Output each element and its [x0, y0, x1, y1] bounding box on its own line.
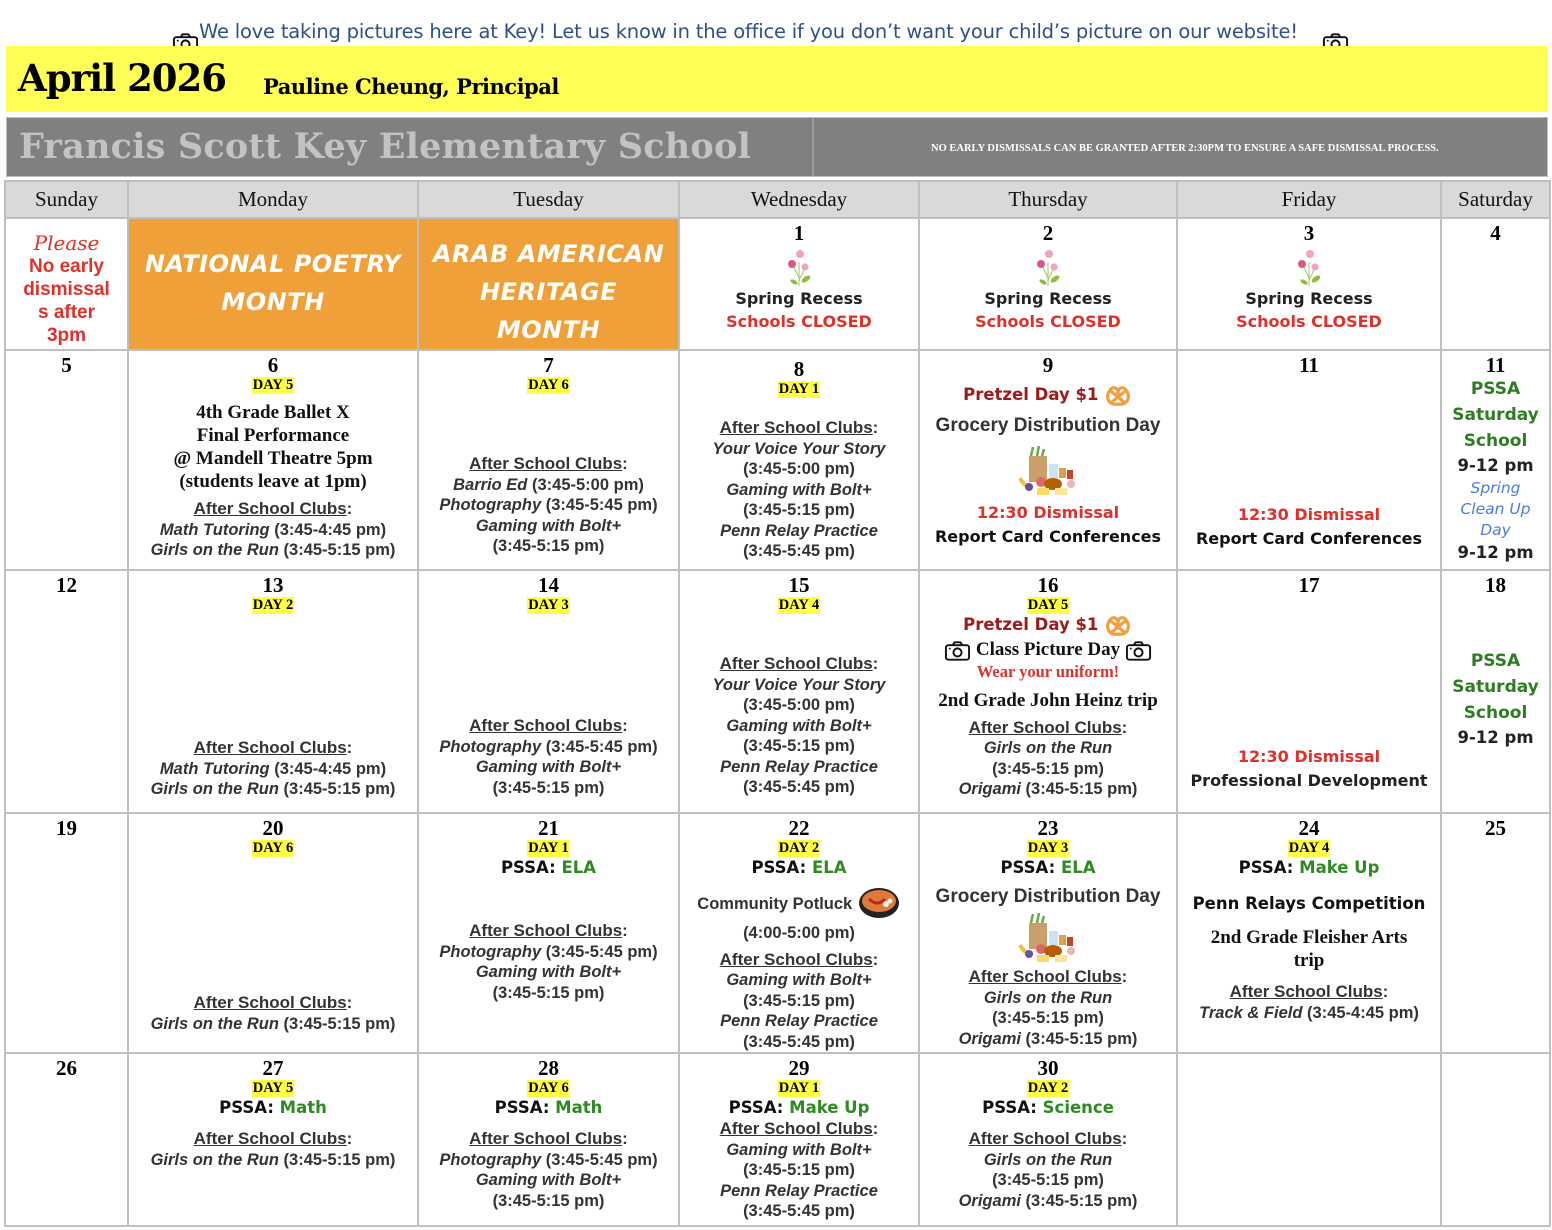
field-trip-label: 2nd Grade Fleisher Arts	[1210, 927, 1408, 948]
day-cell-12	[5, 570, 128, 813]
club-time: (3:45-5:00 pm)	[743, 696, 855, 714]
pretzel-icon	[1103, 384, 1133, 408]
after-school-clubs-heading: After School Clubs:	[719, 1119, 879, 1138]
day-cell-19	[5, 813, 128, 1053]
club-time: (3:45-5:00 pm)	[743, 460, 855, 478]
rotation-day-tag: DAY 2	[252, 597, 294, 613]
day-cell-11	[1441, 350, 1550, 570]
report-card-label: Report Card Conferences	[934, 527, 1162, 546]
field-trip-label: 2nd Grade John Heinz trip	[938, 689, 1158, 711]
pssa-subject: PSSA: Science	[982, 1098, 1114, 1117]
club-item: Gaming with Bolt+	[475, 758, 622, 776]
day-number: 4	[1490, 221, 1501, 245]
day-number: 21	[538, 816, 559, 840]
camera-icon	[1125, 640, 1152, 662]
day-number: 14	[538, 573, 559, 597]
weekday-tuesday: Tuesday	[418, 181, 679, 218]
club-item: Girls on the Run	[983, 988, 1113, 1007]
club-item: Your Voice Your Story	[712, 675, 886, 694]
weekday-wednesday: Wednesday	[679, 181, 919, 218]
club-item: Penn Relay Practice	[720, 1181, 878, 1200]
day-number: 25	[1485, 816, 1506, 840]
club-time: (3:45-5:15 pm)	[492, 1191, 605, 1210]
day-cell-30	[919, 1053, 1177, 1226]
rotation-day-tag: DAY 5	[252, 1080, 294, 1096]
day-cell-28	[418, 1053, 679, 1226]
club-item: Your Voice Your Story	[712, 439, 886, 458]
rotation-day-tag: DAY 4	[1288, 840, 1330, 856]
after-school-clubs-heading: After School Clubs:	[193, 499, 353, 518]
day-cell-22	[679, 813, 919, 1053]
day-cell-2	[919, 218, 1177, 350]
flower-icon	[1031, 246, 1065, 288]
early-dismissal-label: 12:30 Dismissal	[976, 503, 1120, 522]
club-time: (3:45-5:15 pm)	[743, 991, 855, 1010]
day-cell-10	[1177, 350, 1441, 570]
pssa-subject: PSSA: Make Up	[1238, 858, 1380, 877]
club-item: Gaming with Bolt+	[726, 971, 872, 989]
day-cell-7	[418, 350, 679, 570]
event-line: 4th Grade Ballet X	[196, 402, 350, 423]
day-number: 7	[543, 353, 554, 377]
class-picture-day-label: Class Picture Day	[975, 639, 1121, 660]
principal-name: Pauline Cheung, Principal	[263, 74, 559, 99]
club-time: (3:45-5:15 pm)	[992, 759, 1104, 778]
day-number: 27	[262, 1056, 284, 1080]
sunday-note-cell	[5, 218, 128, 350]
day-cell-15	[679, 570, 919, 813]
pretzel-day-label: Pretzel Day $1	[963, 385, 1099, 405]
please-text: Please	[33, 231, 100, 255]
day-number: 3	[1303, 221, 1315, 245]
after-school-clubs-heading: After School Clubs:	[469, 1129, 628, 1148]
week-row-2	[5, 350, 1550, 570]
rotation-day-tag: DAY 5	[252, 377, 294, 393]
note-line: No early	[29, 256, 104, 277]
potluck-time: (4:00-5:00 pm)	[743, 924, 855, 942]
day-number: 22	[788, 816, 810, 840]
school-name: Francis Scott Key Elementary School	[19, 126, 752, 167]
day-number: 18	[1485, 573, 1506, 597]
club-item: Gaming with Bolt+	[726, 716, 872, 735]
field-trip-label: trip	[1293, 950, 1325, 971]
day-number: 1	[793, 221, 805, 245]
day-cell-21	[418, 813, 679, 1053]
club-item: Gaming with Bolt+	[726, 1140, 872, 1159]
day-cell-5	[5, 350, 128, 570]
spring-recess-label: Spring Recess	[984, 289, 1112, 308]
month-calendar	[4, 180, 1551, 1227]
banner-line: MONTH	[221, 288, 325, 316]
photo-consent-banner	[0, 14, 1552, 48]
after-school-clubs-heading: After School Clubs:	[719, 949, 879, 969]
flower-icon	[782, 246, 816, 288]
rotation-day-tag: DAY 4	[778, 597, 820, 613]
potluck-bowl-icon	[857, 887, 901, 923]
club-item: Photography (3:45-5:45 pm)	[439, 942, 658, 961]
saturday-school-line: Saturday	[1452, 405, 1539, 425]
club-item: Penn Relay Practice	[720, 521, 878, 540]
club-item: Gaming with Bolt+	[475, 963, 622, 981]
arab-american-heritage-month-banner	[418, 218, 679, 350]
rotation-day-tag: DAY 6	[528, 377, 569, 393]
rotation-day-tag: DAY 3	[1027, 840, 1069, 856]
club-item: Track & Field (3:45-4:45 pm)	[1199, 1003, 1419, 1022]
saturday-school-line: PSSA	[1470, 379, 1521, 399]
cleanup-line: Day	[1480, 521, 1511, 539]
day-number: 24	[1298, 816, 1320, 840]
day-number: 2	[1042, 221, 1054, 245]
pssa-subject: PSSA: Math	[494, 1098, 603, 1117]
day-number: 20	[262, 816, 284, 840]
day-cell-25	[1441, 813, 1550, 1053]
day-number: 19	[56, 816, 77, 840]
club-time: (3:45-5:45 pm)	[743, 542, 855, 560]
banner-line: NATIONAL POETRY	[144, 250, 402, 278]
rotation-day-tag: DAY 6	[528, 1080, 569, 1096]
day-cell-8	[679, 350, 919, 570]
schools-closed-label: Schools CLOSED	[726, 312, 872, 331]
groceries-icon	[1015, 911, 1081, 963]
after-school-clubs-heading: After School Clubs:	[469, 454, 628, 473]
after-school-clubs-heading: After School Clubs:	[469, 921, 628, 940]
saturday-school-time: 9-12 pm	[1457, 456, 1534, 475]
after-school-clubs-heading: After School Clubs:	[968, 717, 1128, 737]
club-item: Girls on the Run (3:45-5:15 pm)	[150, 1014, 396, 1033]
club-item: Girls on the Run (3:45-5:15 pm)	[150, 541, 396, 559]
dismissal-policy-note: NO EARLY DISMISSALS CAN BE GRANTED AFTER 2:30PM TO ENSURE A SAFE DISMISSAL PROCESS.	[931, 143, 1439, 154]
after-school-clubs-heading: After School Clubs:	[469, 716, 628, 735]
day-number: 11	[1485, 353, 1506, 377]
rotation-day-tag: DAY 5	[1027, 597, 1069, 613]
day-cell-1	[679, 218, 919, 350]
day-cell-18	[1441, 570, 1550, 813]
weekday-friday: Friday	[1177, 181, 1441, 218]
saturday-school-line: Saturday	[1452, 677, 1539, 697]
club-item: Photography (3:45-5:45 pm)	[439, 737, 658, 756]
banner-line: ARAB AMERICAN	[432, 240, 665, 268]
after-school-clubs-heading: After School Clubs:	[193, 738, 353, 757]
cleanup-line: Clean Up	[1460, 500, 1531, 518]
spring-recess-label: Spring Recess	[735, 289, 863, 308]
cleanup-line: Spring	[1470, 479, 1521, 497]
day-cell-6	[128, 350, 418, 570]
empty-cell	[1177, 1053, 1441, 1226]
day-number: 28	[538, 1056, 559, 1080]
club-time: (3:45-5:15 pm)	[743, 1161, 855, 1179]
weekday-sunday: Sunday	[5, 181, 128, 218]
day-cell-3	[1177, 218, 1441, 350]
rotation-day-tag: DAY 1	[528, 840, 569, 856]
saturday-school-line: PSSA	[1470, 651, 1521, 671]
club-time: (3:45-5:15 pm)	[992, 1009, 1104, 1027]
after-school-clubs-heading: After School Clubs:	[719, 654, 879, 673]
day-cell-17	[1177, 570, 1441, 813]
weekday-thursday: Thursday	[919, 181, 1177, 218]
day-cell-29	[679, 1053, 919, 1226]
club-item: Photography (3:45-5:45 pm)	[439, 1150, 658, 1169]
report-card-label: Report Card Conferences	[1195, 529, 1423, 548]
national-poetry-month-banner	[128, 218, 418, 350]
banner-line: HERITAGE	[479, 278, 618, 306]
wear-uniform-note: Wear your uniform!	[976, 661, 1120, 681]
club-time: (3:45-5:45 pm)	[743, 1202, 855, 1220]
schools-closed-label: Schools CLOSED	[1236, 312, 1382, 331]
pssa-subject: PSSA: Make Up	[728, 1098, 870, 1117]
day-number: 17	[1298, 573, 1320, 597]
week-row-3	[5, 570, 1550, 813]
schools-closed-label: Schools CLOSED	[975, 312, 1121, 331]
day-cell-4	[1441, 218, 1550, 350]
empty-cell	[1441, 1053, 1550, 1226]
pssa-subject: PSSA: ELA	[751, 858, 847, 877]
club-item: Math Tutoring (3:45-4:45 pm)	[159, 759, 387, 778]
day-cell-9	[919, 350, 1177, 570]
after-school-clubs-heading: After School Clubs:	[968, 967, 1128, 986]
club-item: Math Tutoring (3:45-4:45 pm)	[159, 520, 387, 539]
club-item: Gaming with Bolt+	[475, 516, 622, 535]
club-time: (3:45-5:15 pm)	[492, 537, 605, 555]
club-item: Girls on the Run (3:45-5:15 pm)	[150, 780, 396, 798]
day-cell-16	[919, 570, 1177, 813]
spring-recess-label: Spring Recess	[1245, 289, 1373, 308]
club-item: Penn Relay Practice	[720, 1012, 878, 1030]
event-line: @ Mandell Theatre 5pm	[173, 448, 373, 469]
saturday-school-line: School	[1463, 431, 1528, 451]
penn-relays-competition-label: Penn Relays Competition	[1192, 894, 1426, 913]
day-number: 26	[56, 1056, 77, 1080]
club-time: (3:45-5:15 pm)	[492, 983, 605, 1002]
camera-icon	[944, 640, 971, 662]
pretzel-icon	[1103, 614, 1133, 638]
club-item: Gaming with Bolt+	[726, 480, 872, 499]
note-line: 3pm	[46, 325, 87, 346]
day-number: 12	[56, 573, 77, 597]
week-row-1	[5, 218, 1550, 350]
community-potluck-label: Community Potluck	[697, 895, 853, 914]
after-school-clubs-heading: After School Clubs:	[1229, 982, 1389, 1001]
week-row-5	[5, 1053, 1550, 1226]
week-row-4	[5, 813, 1550, 1053]
pssa-subject: PSSA: Math	[219, 1098, 327, 1117]
club-item: Girls on the Run	[983, 1150, 1113, 1169]
club-item: Origami (3:45-5:15 pm)	[958, 780, 1138, 799]
weekday-monday: Monday	[128, 181, 418, 218]
club-item: Origami (3:45-5:15 pm)	[958, 1191, 1138, 1210]
rotation-day-tag: DAY 1	[778, 1080, 820, 1096]
grocery-distribution-label: Grocery Distribution Day	[935, 415, 1161, 436]
club-time: (3:45-5:15 pm)	[492, 778, 605, 797]
club-time: (3:45-5:15 pm)	[743, 501, 855, 519]
club-item: Barrio Ed (3:45-5:00 pm)	[453, 475, 644, 494]
club-item: Photography (3:45-5:45 pm)	[439, 496, 658, 514]
club-time: (3:45-5:15 pm)	[743, 737, 855, 755]
day-cell-20	[128, 813, 418, 1053]
day-number: 29	[788, 1056, 810, 1080]
groceries-icon	[1015, 444, 1081, 496]
day-cell-24	[1177, 813, 1441, 1053]
note-line: dismissal	[23, 279, 110, 300]
after-school-clubs-heading: After School Clubs:	[193, 993, 353, 1012]
day-cell-23	[919, 813, 1177, 1053]
flower-icon	[1292, 246, 1326, 288]
day-cell-13	[128, 570, 418, 813]
club-time: (3:45-5:45 pm)	[743, 1032, 855, 1051]
after-school-clubs-heading: After School Clubs:	[719, 418, 879, 437]
club-item: Girls on the Run (3:45-5:15 pm)	[150, 1150, 396, 1169]
rotation-day-tag: DAY 1	[778, 381, 820, 397]
day-number: 5	[61, 353, 72, 377]
saturday-school-time: 9-12 pm	[1457, 728, 1534, 747]
pssa-subject: PSSA: ELA	[500, 858, 597, 877]
school-bar	[6, 117, 1548, 177]
day-number: 23	[1037, 816, 1059, 840]
cleanup-time: 9-12 pm	[1457, 543, 1534, 562]
day-number: 13	[262, 573, 284, 597]
rotation-day-tag: DAY 3	[528, 597, 569, 613]
day-number: 9	[1042, 353, 1054, 377]
day-cell-14	[418, 570, 679, 813]
after-school-clubs-heading: After School Clubs:	[193, 1129, 353, 1148]
club-item: Penn Relay Practice	[720, 757, 878, 776]
weekday-header-row	[5, 181, 1550, 218]
day-number: 11	[1299, 353, 1319, 377]
club-item: Origami (3:45-5:15 pm)	[958, 1029, 1138, 1048]
club-time: (3:45-5:45 pm)	[743, 778, 855, 796]
club-item: Gaming with Bolt+	[475, 1171, 622, 1189]
rotation-day-tag: DAY 2	[778, 840, 820, 856]
day-cell-27	[128, 1053, 418, 1226]
banner-line: MONTH	[496, 316, 601, 344]
divider	[812, 118, 814, 176]
club-time: (3:45-5:15 pm)	[992, 1171, 1104, 1189]
month-title: April 2026	[18, 56, 227, 100]
event-line: (students leave at 1pm)	[179, 471, 367, 492]
day-cell-26	[5, 1053, 128, 1226]
day-number: 16	[1037, 573, 1059, 597]
weekday-saturday: Saturday	[1441, 181, 1550, 218]
day-number: 30	[1037, 1056, 1059, 1080]
early-dismissal-label: 12:30 Dismissal	[1237, 505, 1381, 524]
rotation-day-tag: DAY 2	[1027, 1080, 1069, 1096]
pretzel-day-label: Pretzel Day $1	[963, 615, 1099, 635]
day-number: 6	[267, 353, 279, 377]
day-number: 8	[793, 357, 805, 381]
grocery-distribution-label: Grocery Distribution Day	[935, 886, 1161, 907]
rotation-day-tag: DAY 6	[252, 840, 294, 856]
title-bar	[6, 46, 1548, 112]
saturday-school-line: School	[1463, 703, 1528, 723]
pssa-subject: PSSA: ELA	[1000, 858, 1096, 877]
day-number: 15	[788, 573, 810, 597]
club-item: Girls on the Run	[983, 739, 1113, 758]
after-school-clubs-heading: After School Clubs:	[968, 1129, 1128, 1148]
professional-development-label: Professional Development	[1190, 771, 1428, 790]
banner-text: We love taking pictures here at Key! Let us know in the office if you don’t want your child’s picture on our website!	[199, 20, 1298, 43]
note-line: s after	[37, 302, 96, 323]
event-line: Final Performance	[196, 425, 350, 446]
early-dismissal-label: 12:30 Dismissal	[1237, 747, 1381, 766]
